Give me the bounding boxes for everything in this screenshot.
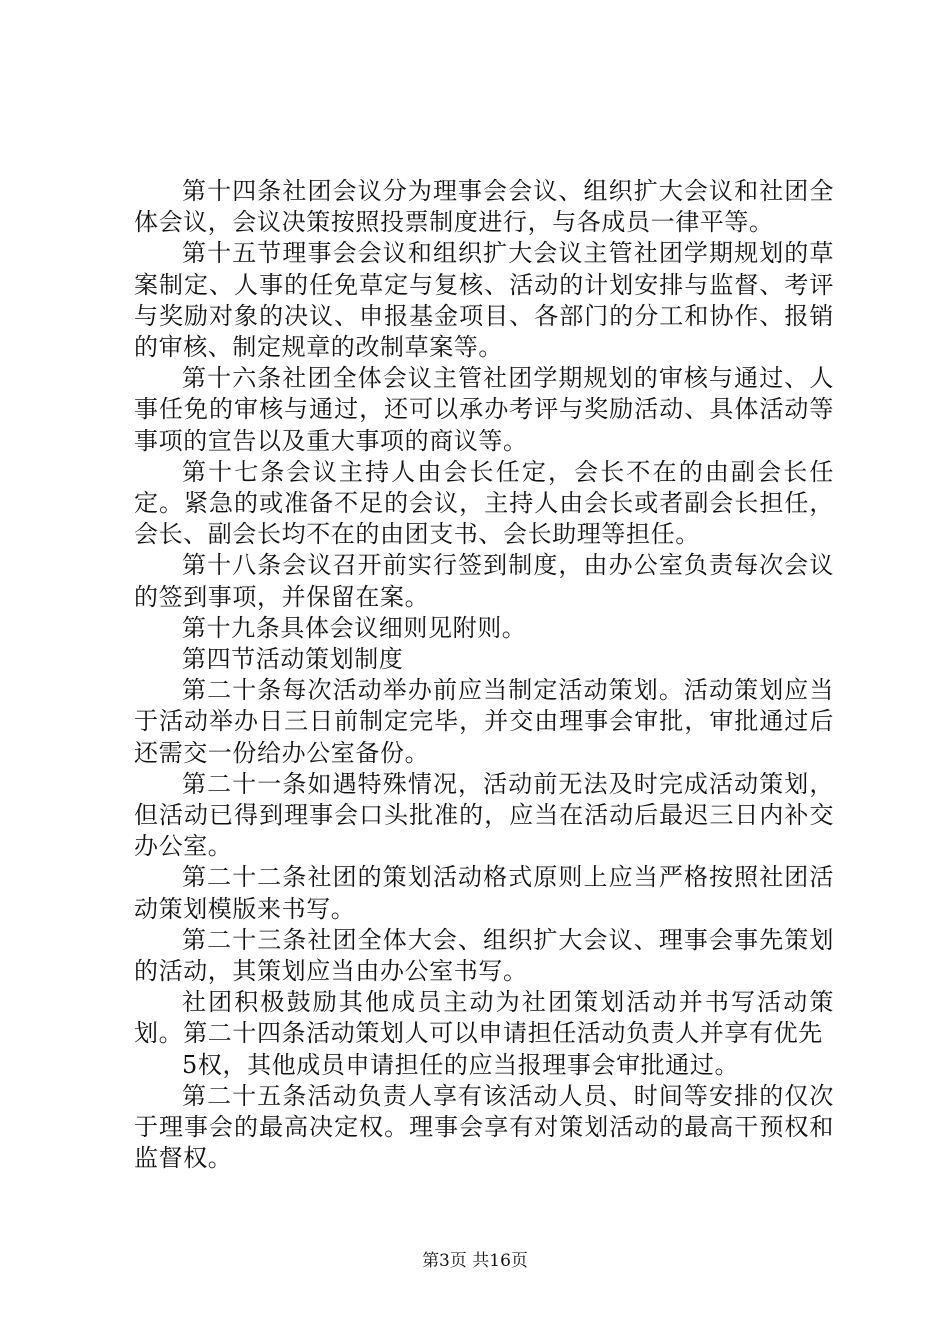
article-25: 第二十五条活动负责人享有该活动人员、时间等安排的仅次于理事会的最高决定权。理事会享有对策划活动的最高干预权和监督权。 xyxy=(134,1081,834,1173)
article-15: 第十五节理事会会议和组织扩大会议主管社团学期规划的草案制定、人事的任免草定与复核、活动的计划安排与监督、考评与奖励对象的决议、申报基金项目、各部门的分工和协作、报销的审核、制定规章的改制草案等。 xyxy=(134,239,834,362)
article-14: 第十四条社团会议分为理事会会议、组织扩大会议和社团全体会议，会议决策按照投票制度进行，与各成员一律平等。 xyxy=(134,177,834,237)
article-24-part-2: 5权，其他成员申请担任的应当报理事会审批通过。 xyxy=(182,1050,740,1079)
article-16: 第十六条社团全体会议主管社团学期规划的审核与通过、人事任免的审核与通过，还可以承办考评与奖励活动、具体活动等事项的宣告以及重大事项的商议等。 xyxy=(134,364,834,455)
article-21: 第二十一条如遇特殊情况，活动前无法及时完成活动策划，但活动已得到理事会口头批准的，应当在活动后最迟三日内补交办公室。 xyxy=(134,769,834,861)
section-4-heading: 第四节活动策划制度 xyxy=(182,645,404,674)
article-23: 第二十三条社团全体大会、组织扩大会议、理事会事先策划的活动，其策划应当由办公室书写。 xyxy=(134,925,834,986)
page-footer xyxy=(0,1246,950,1271)
article-17: 第十七条会议主持人由会长任定，会长不在的由副会长任定。紧急的或准备不足的会议，主持人由会长或者副会长担任，会长、副会长均不在的由团支书、会长助理等担任。 xyxy=(134,457,834,549)
article-20: 第二十条每次活动举办前应当制定活动策划。活动策划应当于活动举办日三日前制定完毕，并交由理事会审批，审批通过后还需交一份给办公室备份。 xyxy=(134,676,834,767)
page-number: 第3页 共16页 xyxy=(422,1251,528,1271)
document-body xyxy=(134,176,834,1175)
article-24-part-1: 社团积极鼓励其他成员主动为社团策划活动并书写活动策划。第二十四条活动策划人可以申请担任活动负责人并享有优先 xyxy=(134,988,834,1048)
article-19: 第十九条具体会议细则见附则。 xyxy=(182,613,527,642)
article-18: 第十八条会议召开前实行签到制度，由办公室负责每次会议的签到事项，并保留在案。 xyxy=(134,551,834,611)
article-22: 第二十二条社团的策划活动格式原则上应当严格按照社团活动策划模版来书写。 xyxy=(134,863,834,923)
